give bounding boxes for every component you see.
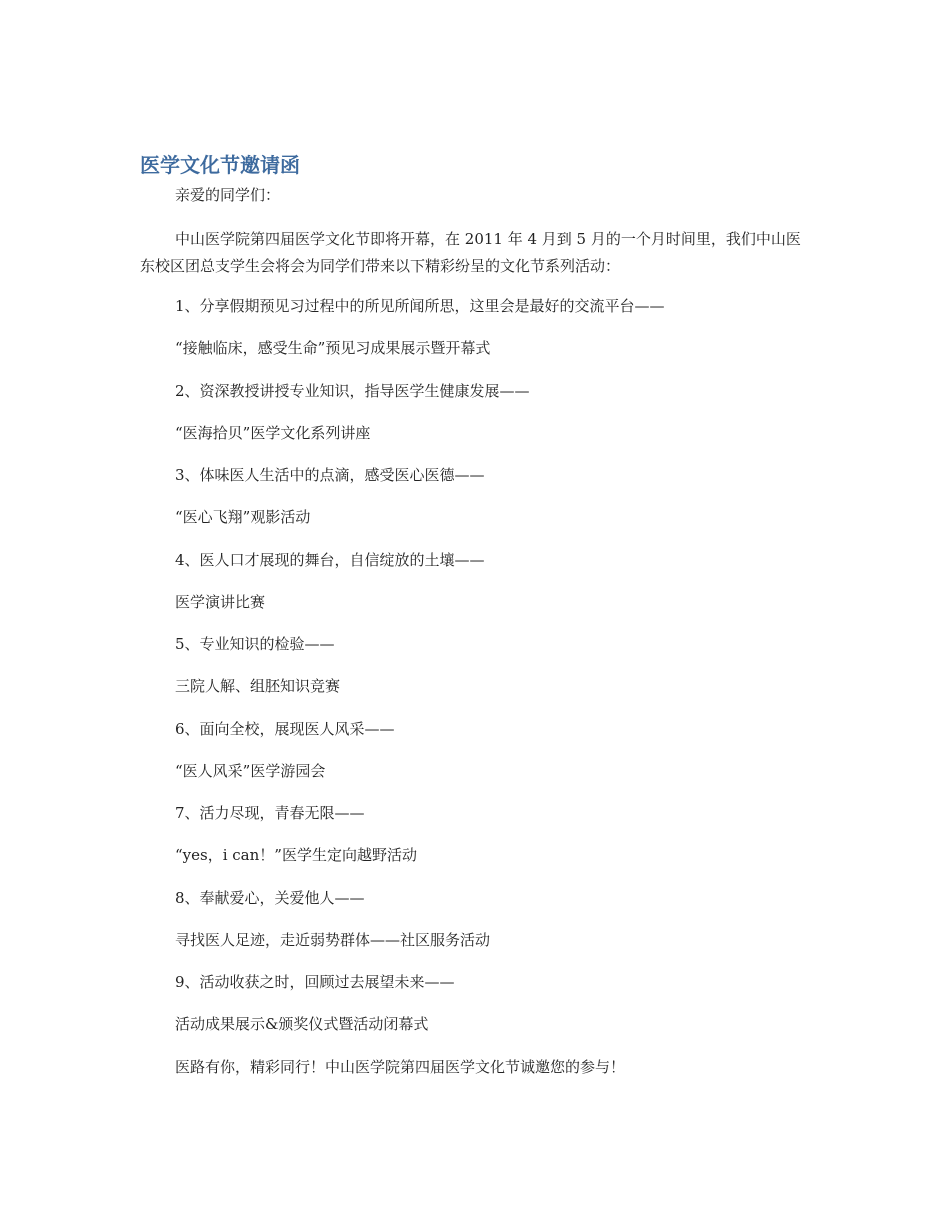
activity-7-heading: 7、活力尽现，青春无限—— xyxy=(175,804,365,822)
activity-1-heading: 1、分享假期预见习过程中的所见所闻所思，这里会是最好的交流平台—— xyxy=(175,297,665,315)
activity-4-heading: 4、医人口才展现的舞台，自信绽放的土壤—— xyxy=(175,551,485,569)
activity-5-name: 三院人解、组胚知识竞赛 xyxy=(175,677,341,695)
greeting: 亲爱的同学们： xyxy=(175,186,281,204)
activity-3-name: “医心飞翔”观影活动 xyxy=(175,508,311,526)
activity-6-name: “医人风采”医学游园会 xyxy=(175,762,326,780)
activity-1-name: “接触临床，感受生命”预见习成果展示暨开幕式 xyxy=(175,339,491,357)
activity-9-name: 活动成果展示&颁奖仪式暨活动闭幕式 xyxy=(175,1015,429,1033)
activity-8-heading: 8、奉献爱心，关爱他人—— xyxy=(175,889,365,907)
closing-line: 医路有你，精彩同行！中山医学院第四届医学文化节诚邀您的参与！ xyxy=(175,1058,626,1076)
activity-9-heading: 9、活动收获之时，回顾过去展望未来—— xyxy=(175,973,455,991)
activity-5-heading: 5、专业知识的检验—— xyxy=(175,635,335,653)
activity-2-name: “医海拾贝”医学文化系列讲座 xyxy=(175,424,371,442)
activity-4-name: 医学演讲比赛 xyxy=(175,593,266,611)
activity-7-name: “yes，i can！”医学生定向越野活动 xyxy=(175,846,417,864)
activity-6-heading: 6、面向全校，展现医人风采—— xyxy=(175,720,395,738)
intro-paragraph: 中山医学院第四届医学文化节即将开幕，在 2011 年 4 月到 5 月的一个月时间里，我们中山医东校区团总支学生会将会为同学们带来以下精彩纷呈的文化节系列活动： xyxy=(140,230,801,275)
activity-2-heading: 2、资深教授讲授专业知识，指导医学生健康发展—— xyxy=(175,382,530,400)
activity-3-heading: 3、体味医人生活中的点滴，感受医心医德—— xyxy=(175,466,485,484)
document-title: 医学文化节邀请函 xyxy=(140,153,300,177)
activity-8-name: 寻找医人足迹，走近弱势群体——社区服务活动 xyxy=(175,931,491,949)
